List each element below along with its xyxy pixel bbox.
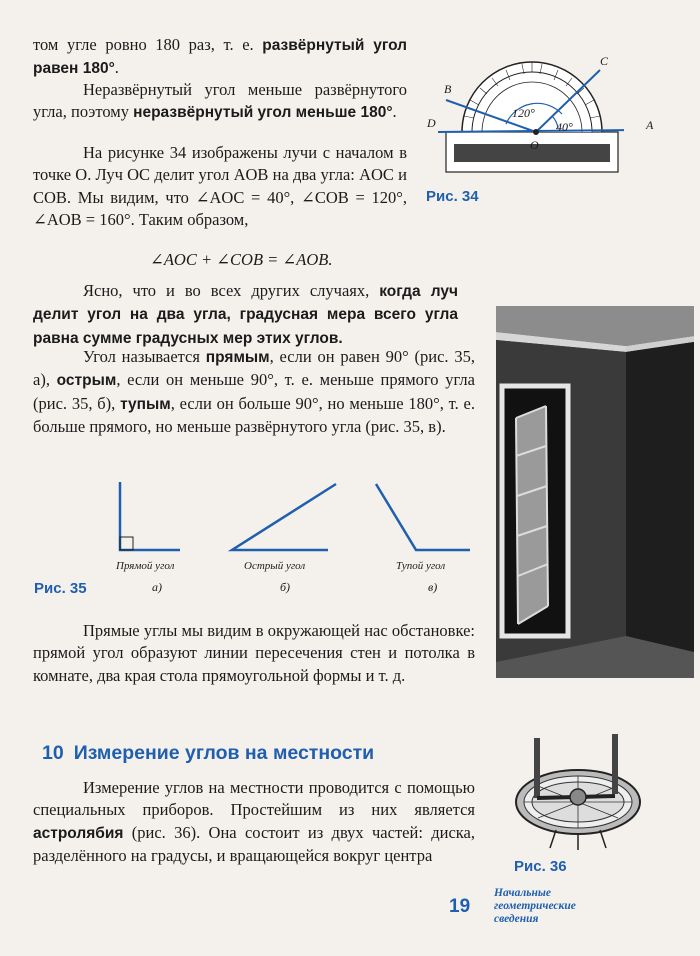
section-heading xyxy=(42,742,374,765)
angle-name-acute: Острый угол xyxy=(244,560,306,572)
angle-name-obtuse: Тупой угол xyxy=(396,560,446,572)
angle-40-label: 40° xyxy=(556,120,573,134)
figure-35-caption: Рис. 35 xyxy=(34,580,87,597)
label-a: A xyxy=(646,118,654,132)
figure-35-angles xyxy=(100,470,480,560)
figure-36-caption: Рис. 36 xyxy=(514,858,567,875)
equation: ∠AOC + ∠COB = ∠AOB. xyxy=(150,250,333,269)
bold-text: прямым xyxy=(205,349,270,366)
text: , если он равен 90° (рис. 35, а), xyxy=(33,347,475,390)
running-title: Начальные геометрические сведения xyxy=(494,887,576,925)
paragraph-5 xyxy=(33,346,475,439)
page-number: 19 xyxy=(449,896,471,917)
paragraph-7 xyxy=(33,777,475,868)
bold-text: развёрнутый угол равен 180° xyxy=(33,37,408,78)
paragraph-4 xyxy=(33,280,458,350)
text: , если он меньше 90°, т. е. меньше прямого угла (рис. 35, б), xyxy=(33,370,475,413)
text: Неразвёрнутый угол меньше развёрнутого угла, поэтому xyxy=(33,80,407,122)
text: Измерение углов на местности проводится с помощью специальных приборов. Простейшим из них является xyxy=(33,778,475,820)
section-number: 10 xyxy=(42,742,64,764)
text: , если он больше 90°, но меньше 180°, т. е. больше прямого, но меньше развёрнутого угла (рис. 35, в). xyxy=(33,393,475,437)
paragraph-2 xyxy=(33,79,407,125)
bold-text: тупым xyxy=(120,395,171,413)
text: . xyxy=(392,102,397,122)
angle-name-right: Прямой угол xyxy=(116,560,175,572)
angle-letter-a: а) xyxy=(152,580,162,594)
bold-text: астролябия xyxy=(33,824,124,842)
text: том угле ровно 180 раз, т. е. xyxy=(33,35,263,54)
angle-letter-v: в) xyxy=(428,580,438,594)
text: Угол называется xyxy=(83,347,206,366)
angle-120-label: 120° xyxy=(512,106,535,120)
label-b: B xyxy=(444,82,452,96)
text: . xyxy=(114,58,119,78)
text: (рис. 36). Она состоит из двух частей: диска, разделённого на градусы, и вращающейся вокруг центра xyxy=(33,822,475,866)
bold-text: неразвёрнутый угол меньше 180° xyxy=(133,104,393,122)
paragraph-1 xyxy=(33,34,407,81)
label-d: D xyxy=(427,116,436,130)
paragraph-6: Прямые углы мы видим в окружающей нас обстановке: прямой угол образуют линии пересечения стен и потолка в комнате, два края стола прямоугольной формы и т. д. xyxy=(33,621,475,685)
section-title: Измерение углов на местности xyxy=(73,742,375,764)
label-c: C xyxy=(600,54,609,68)
label-o: O xyxy=(530,138,539,152)
bold-text: острым xyxy=(56,372,117,390)
paragraph-3: На рисунке 34 изображены лучи с началом в точке O. Луч OC делит угол AOB на два угла: AOC и COB. Мы видим, что ∠AOC = 40°, ∠COB = 120°, ∠AOB = 160°. Таким образом, xyxy=(33,143,407,230)
figure-34-caption: Рис. 34 xyxy=(426,188,479,205)
room-corner-photo xyxy=(496,306,694,678)
text: Ясно, что и во всех других случаях, xyxy=(83,281,380,300)
angle-letter-b: б) xyxy=(280,580,291,594)
figure-36-astrolabe xyxy=(508,730,648,850)
bold-text: когда луч делит угол на два угла, градусная мера всего угла равна сумме градусных мер этих углов. xyxy=(33,283,458,347)
